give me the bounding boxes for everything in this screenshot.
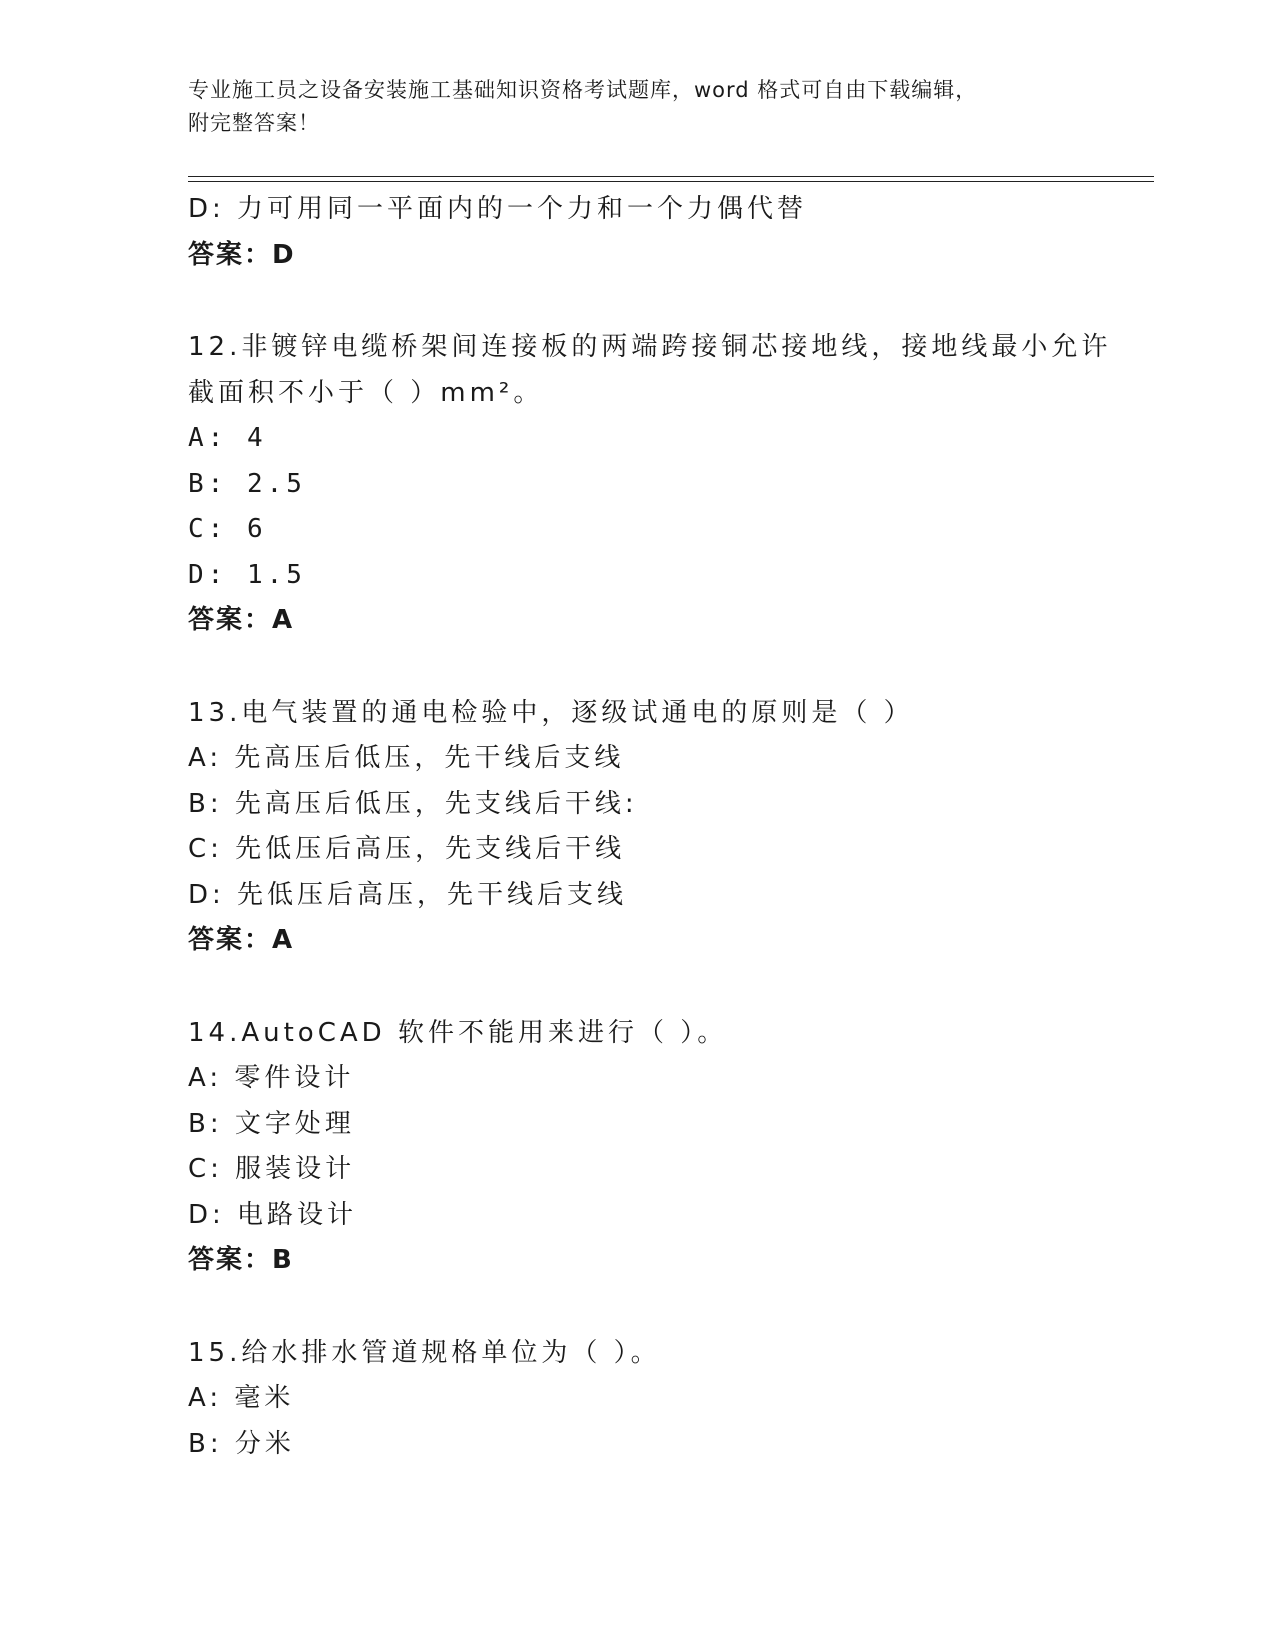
option-d: D: 先低压后高压，先干线后支线 [188, 879, 628, 910]
question-15 [188, 1331, 1168, 1468]
question-stem: 14.AutoCAD 软件不能用来进行（ ）。 [188, 1017, 728, 1048]
question-content [188, 187, 1168, 1467]
answer-line: 答案：A [188, 925, 295, 955]
answer-line: 答案：A [188, 605, 295, 635]
option-b: B: 先高压后低压，先支线后干线: [188, 788, 638, 819]
question-13 [188, 691, 1168, 964]
option-d: D: 力可用同一平面内的一个力和一个力偶代替 [188, 194, 808, 224]
header-rule-top [188, 176, 1154, 177]
option-d: D: 电路设计 [188, 1199, 358, 1230]
question-stem: 13.电气装置的通电检验中，逐级试通电的原则是（ ） [188, 697, 914, 728]
question-stem: 12.非镀锌电缆桥架间连接板的两端跨接铜芯接地线，接地线最小允许 [188, 332, 1112, 362]
question-12 [188, 325, 1168, 644]
header-rule-bottom [188, 181, 1154, 182]
option-c: C: 服装设计 [188, 1154, 356, 1184]
question-14 [188, 1011, 1168, 1284]
answer-line: 答案：D [188, 239, 296, 270]
option-a: A: 零件设计 [188, 1063, 355, 1093]
option-c: C: 先低压后高压，先支线后干线 [188, 834, 626, 864]
option-a: A: 毫米 [188, 1383, 295, 1413]
question-fragment [188, 187, 1168, 278]
option-a: A: 4 [188, 423, 267, 453]
option-b: B: 分米 [188, 1428, 295, 1459]
answer-line: 答案：B [188, 1245, 294, 1275]
header-line-2: 附完整答案！ [188, 111, 320, 135]
question-stem: 15.给水排水管道规格单位为（ ）。 [188, 1337, 661, 1368]
option-b: B: 2.5 [188, 468, 306, 499]
question-stem-cont: 截面积不小于（ ）mm²。 [188, 377, 544, 408]
option-c: C: 6 [188, 514, 267, 544]
page-header [188, 74, 1088, 140]
header-line-1: 专业施工员之设备安装施工基础知识资格考试题库，word 格式可自由下载编辑， [188, 78, 978, 102]
option-d: D: 1.5 [188, 559, 306, 590]
option-a: A: 先高压后低压，先干线后支线 [188, 743, 625, 773]
option-b: B: 文字处理 [188, 1108, 355, 1139]
